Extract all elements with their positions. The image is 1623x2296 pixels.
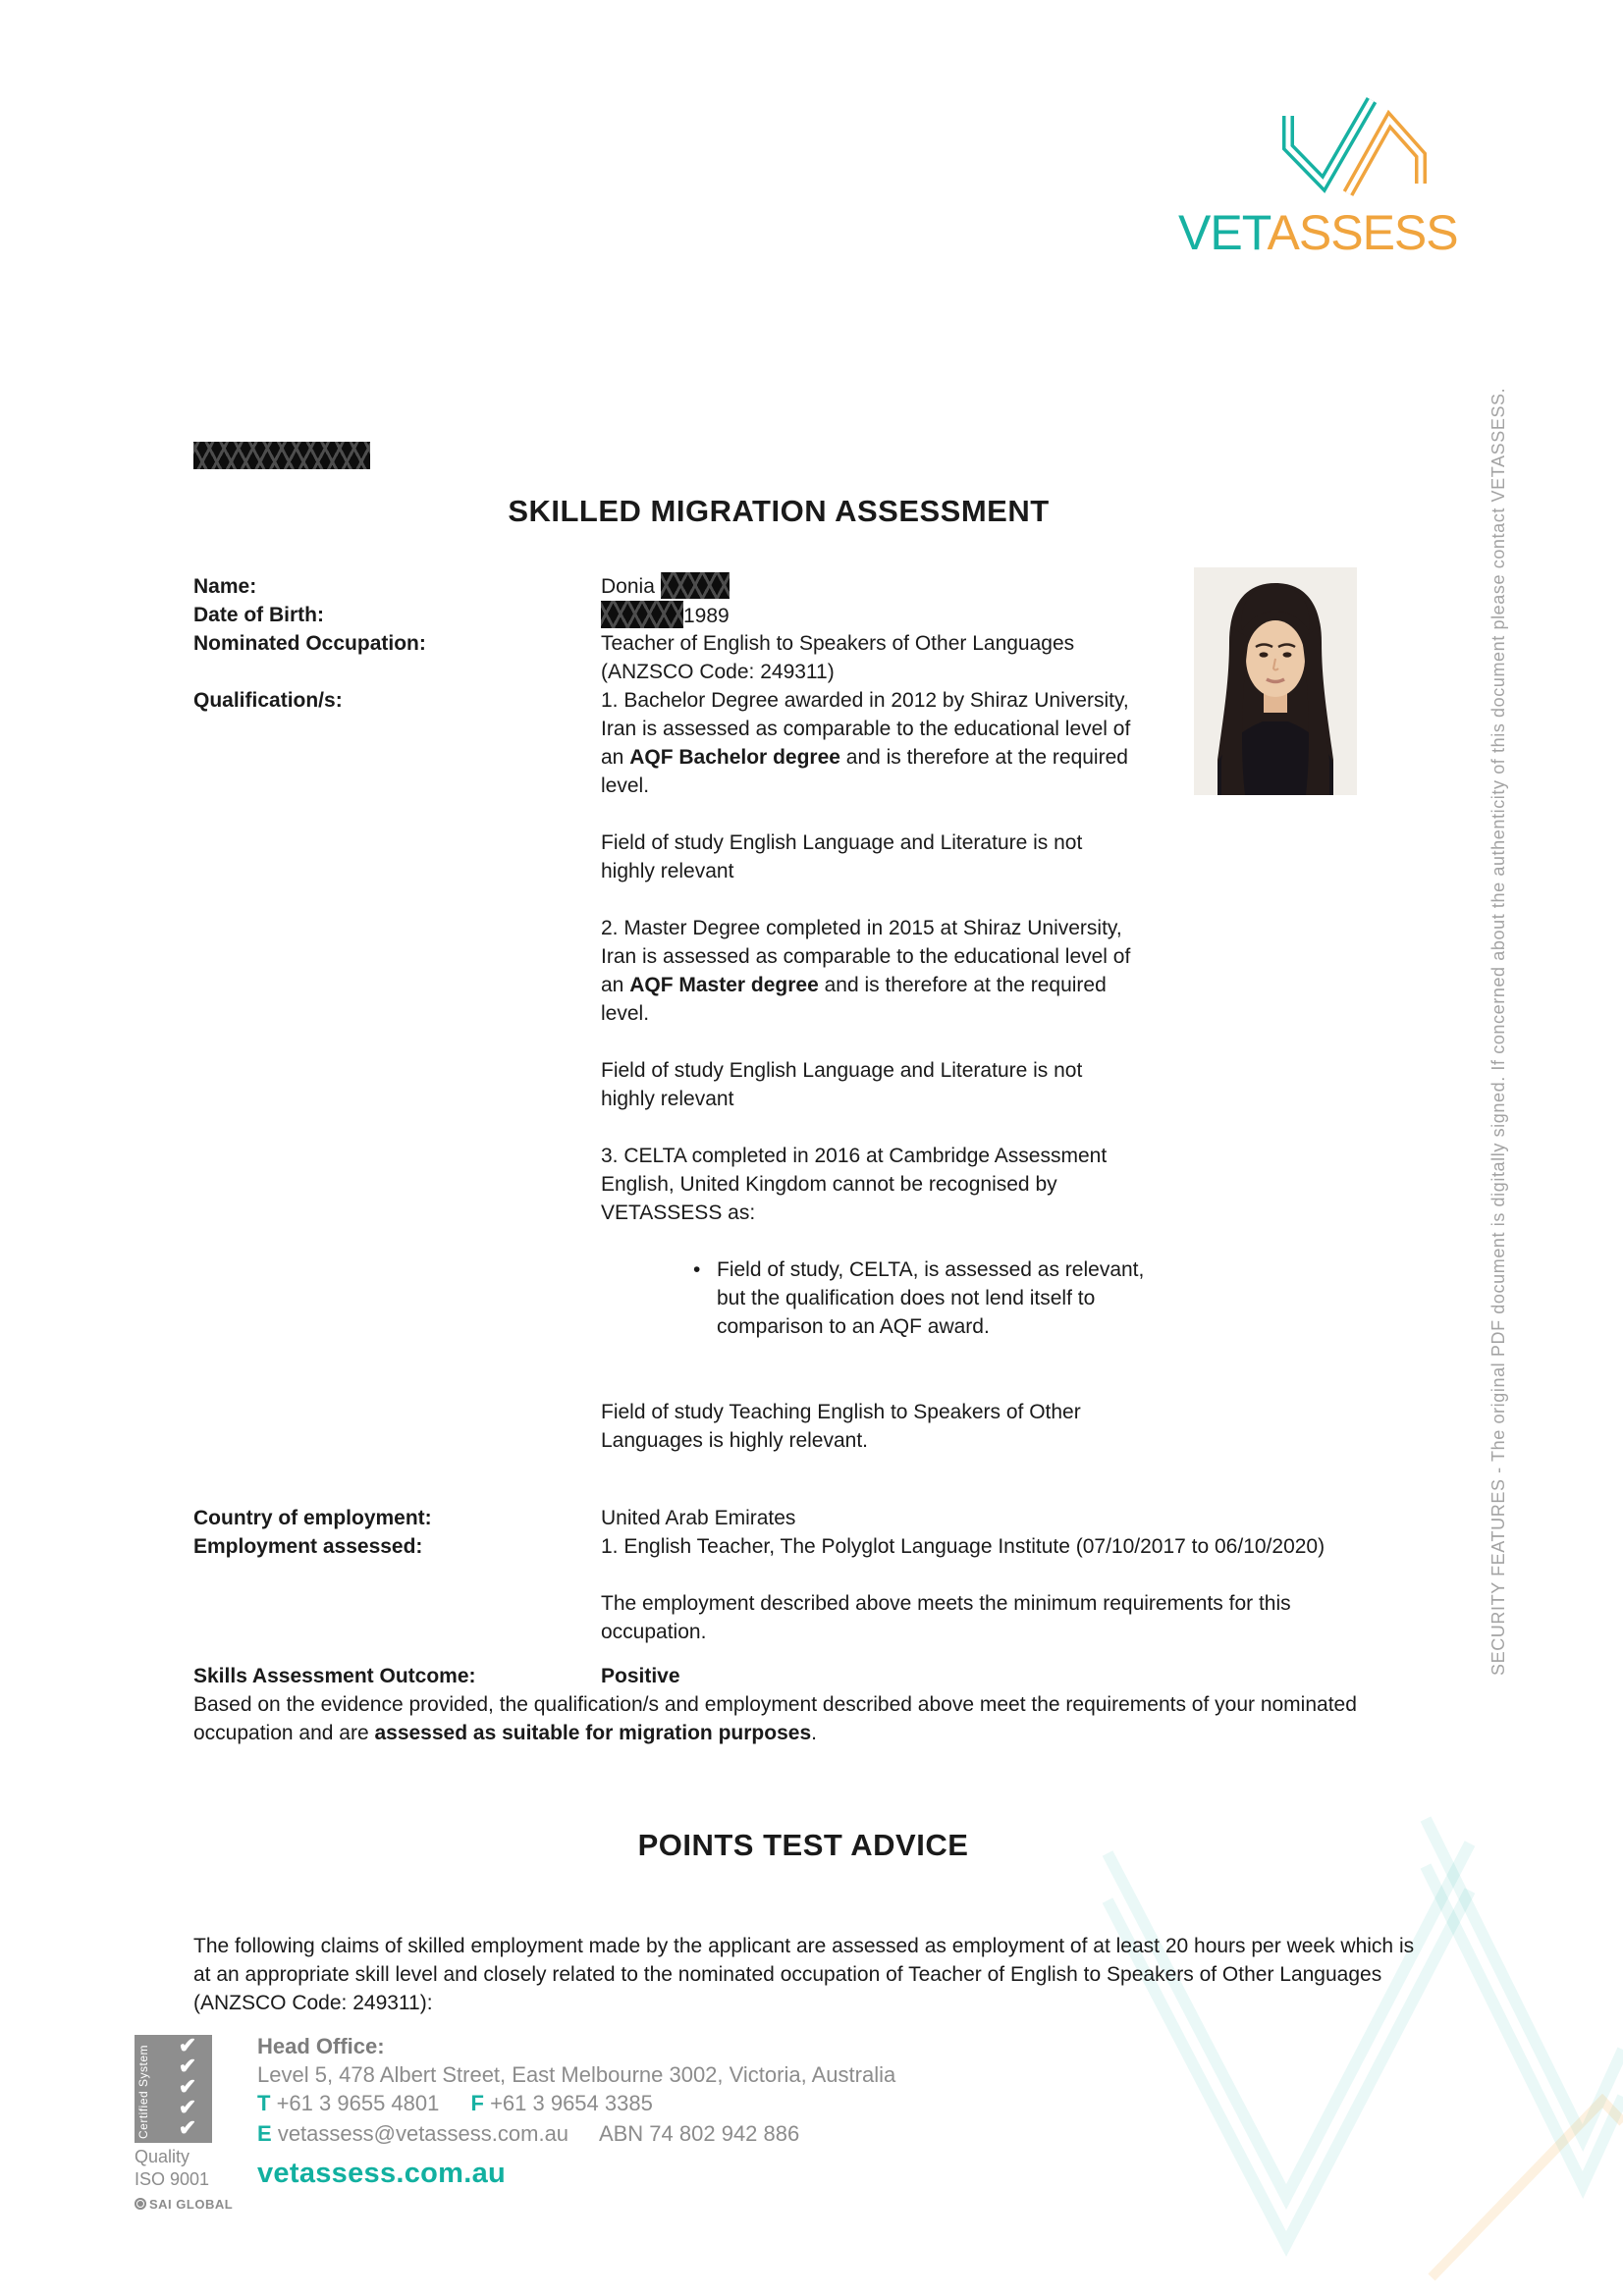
sai-global-label xyxy=(135,2197,233,2212)
qualification-3-bullet: Field of study, CELTA, is assessed as relevant, but the qualification does not lend itself to comparison to an AQF award. xyxy=(717,1258,1145,1338)
globe-icon xyxy=(135,2198,146,2210)
dob-visible-text: 1989 xyxy=(683,605,730,627)
check-icon: ✔ xyxy=(178,2054,197,2078)
dob-value xyxy=(601,601,1136,630)
applicant-photo xyxy=(1194,567,1357,795)
points-test-intro: The following claims of skilled employment made by the applicant are assessed as employment of at least 20 hours per week which is at an appropriate skill level and closely related to the nominated occupation of Teacher of English to Speakers of Other Languages (ANZSCO Code: 249311): xyxy=(193,1935,1415,2014)
abn-number: ABN 74 802 942 886 xyxy=(598,2121,800,2146)
occupation-label: Nominated Occupation: xyxy=(193,632,426,655)
phone-fax-line xyxy=(257,2091,653,2116)
employment-assessed-label: Employment assessed: xyxy=(193,1535,423,1558)
check-icon: ✔ xyxy=(178,2033,197,2057)
logo-assess-text: ASSESS xyxy=(1267,205,1458,260)
qualification-2-bold: AQF Master degree xyxy=(629,974,819,996)
iso-quality-label xyxy=(135,2146,209,2191)
fax-number: +61 3 9654 3385 xyxy=(490,2091,653,2115)
phone-icon: T xyxy=(257,2091,271,2115)
head-office-address: Level 5, 478 Albert Street, East Melbourne 3002, Victoria, Australia xyxy=(257,2062,896,2087)
name-visible-text: Donia xyxy=(601,575,655,598)
check-marks-icon xyxy=(164,2035,211,2138)
outcome-summary-text: Based on the evidence provided, the qualification/s and employment described above meet the requirements of your nominated occupation and are xyxy=(193,1693,1357,1744)
fax-icon: F xyxy=(470,2091,484,2115)
qualification-1-bold: AQF Bachelor degree xyxy=(629,746,840,769)
redaction-box xyxy=(661,572,730,599)
qualification-2-tail: and is therefore at the required level. xyxy=(601,974,1107,1025)
certified-system-label: Certified System xyxy=(136,2044,150,2139)
country-value: United Arab Emirates xyxy=(601,1507,796,1529)
sai-global-text: SAI GLOBAL xyxy=(149,2197,234,2212)
check-icon: ✔ xyxy=(178,2074,197,2099)
check-icon: ✔ xyxy=(178,2095,197,2119)
check-icon: ✔ xyxy=(178,2115,197,2140)
redaction-box xyxy=(601,601,683,628)
qualification-2 xyxy=(601,914,1136,1028)
iso-9001-label: ISO 9001 xyxy=(135,2169,210,2189)
employment-note: The employment described above meets the minimum requirements for this occupation. xyxy=(601,1592,1291,1643)
dob-label: Date of Birth: xyxy=(193,604,324,626)
qualification-1-text: 1. Bachelor Degree awarded in 2012 by Shiraz University, Iran is assessed as comparable to the educational level of an xyxy=(601,689,1131,769)
qualification-1 xyxy=(601,686,1136,800)
name-value xyxy=(601,572,1136,601)
name-label: Name: xyxy=(193,575,257,598)
logo-vet-text: VET xyxy=(1178,205,1268,260)
bullet-icon: • xyxy=(693,1258,701,1281)
email-abn-line xyxy=(257,2121,799,2147)
email-icon: E xyxy=(257,2121,272,2146)
outcome-summary-bold: assessed as suitable for migration purposes xyxy=(374,1722,812,1744)
outcome-summary-tail: . xyxy=(811,1722,817,1744)
points-test-heading: POINTS TEST ADVICE xyxy=(637,1828,969,1862)
phone-number: +61 3 9655 4801 xyxy=(276,2091,440,2115)
qualification-1-tail: and is therefore at the required level. xyxy=(601,746,1128,797)
qualification-3-field-note: Field of study Teaching English to Speakers of Other Languages is highly relevant. xyxy=(601,1401,1081,1452)
employment-assessed-value: 1. English Teacher, The Polyglot Language Institute (07/10/2017 to 06/10/2020) xyxy=(601,1535,1325,1558)
country-label: Country of employment: xyxy=(193,1507,432,1529)
qualification-1-field-note: Field of study English Language and Literature is not highly relevant xyxy=(601,831,1083,882)
head-office-label: Head Office: xyxy=(257,2034,385,2058)
security-features-note: SECURITY FEATURES - The original PDF document is digitally signed. If concerned about the authenticity of this document please contact VETASSESS. xyxy=(1488,387,1508,1676)
occupation-value: Teacher of English to Speakers of Other Languages (ANZSCO Code: 249311) xyxy=(601,632,1075,683)
redaction-box xyxy=(193,442,370,469)
outcome-summary xyxy=(193,1690,1419,1747)
iso-certification-badge xyxy=(135,2035,212,2143)
page-title: SKILLED MIGRATION ASSESSMENT xyxy=(508,494,1050,528)
qualification-2-text: 2. Master Degree completed in 2015 at Shiraz University, Iran is assessed as comparable to the educational level of an xyxy=(601,917,1131,996)
outcome-label: Skills Assessment Outcome: xyxy=(193,1665,476,1687)
quality-label: Quality xyxy=(135,2147,190,2166)
outcome-value: Positive xyxy=(601,1665,680,1687)
vetassess-logo-wordmark xyxy=(1178,204,1458,261)
qualification-2-field-note: Field of study English Language and Literature is not highly relevant xyxy=(601,1059,1083,1110)
qualification-label: Qualification/s: xyxy=(193,689,343,712)
vetassess-logo-icon xyxy=(1273,93,1433,201)
email-address[interactable]: vetassess@vetassess.com.au xyxy=(277,2121,569,2146)
qualification-3: 3. CELTA completed in 2016 at Cambridge Assessment English, United Kingdom cannot be recognised by VETASSESS as: xyxy=(601,1145,1108,1224)
website-link[interactable]: vetassess.com.au xyxy=(257,2158,507,2189)
